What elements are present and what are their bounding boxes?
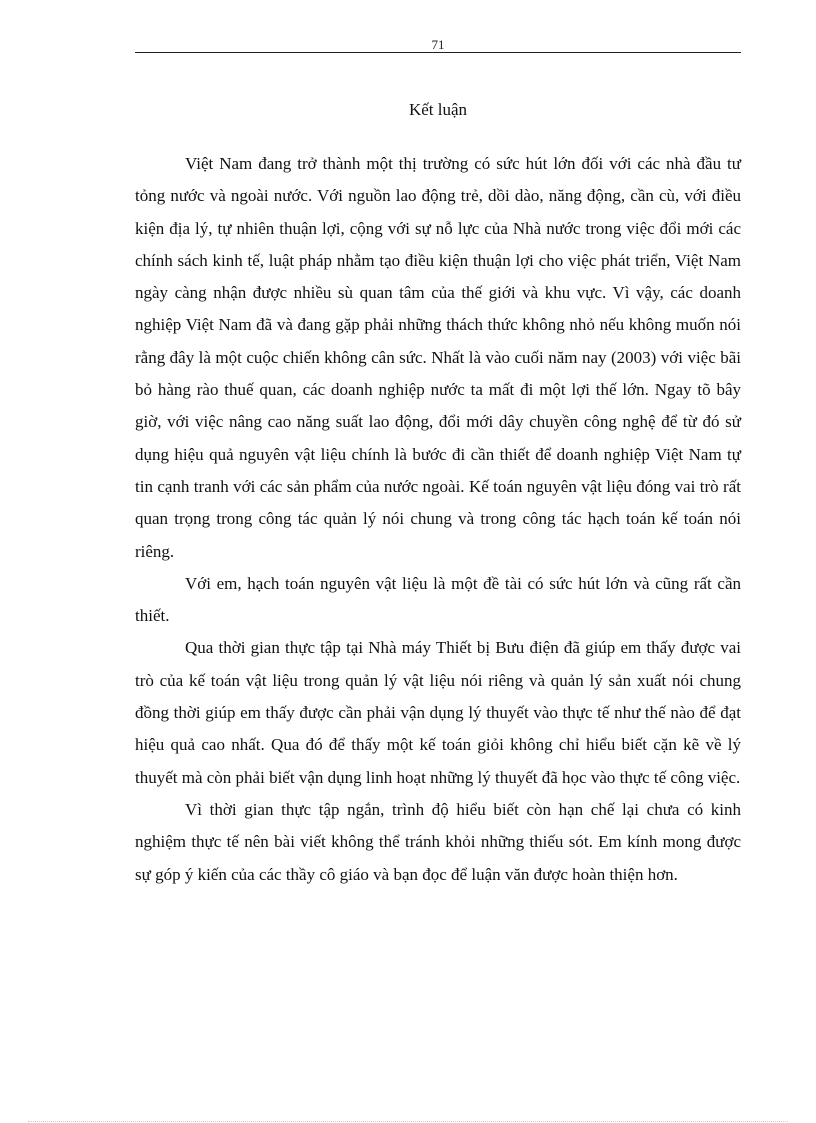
paragraph-3: Qua thời gian thực tập tại Nhà máy Thiết bị Bưu điện đã giúp em thấy được vai trò của kế toán vật liệu trong quản lý vật liệu nói riêng và quản lý sản xuất nói chung đồng thời giúp em thấy được cần phải vận dụng lý thuyết vào thực tế như thế nào để đạt hiệu quả cao nhất. Qua đó để thấy một kế toán giỏi không chỉ hiểu biết cặn kẽ về lý thuyết mà còn phải biết vận dụng linh hoạt những lý thuyết đã học vào thực tế công việc.: [135, 638, 741, 787]
page-number: 71: [431, 37, 445, 52]
body-text: [135, 148, 741, 891]
page-header: [135, 36, 741, 53]
paragraph-2: Với em, hạch toán nguyên vật liệu là một đề tài có sức hút lớn và cũng rất cần thiết.: [135, 573, 741, 626]
footer-divider: [28, 1121, 788, 1122]
paragraph-4: Vì thời gian thực tập ngắn, trình độ hiểu biết còn hạn chế lại chưa có kinh nghiệm thực tế nên bài viết không thể tránh khỏi những thiếu sót. Em kính mong được sự góp ý kiến của các thầy cô giáo và bạn đọc để luận văn được hoàn thiện hơn.: [135, 799, 741, 884]
paragraph-1: Việt Nam đang trở thành một thị trường có sức hút lớn đối với các nhà đầu tư tỏng nước và ngoài nước. Với nguồn lao động trẻ, dồi dào, năng động, cần cù, với điều kiện địa lý, tự nhiên thuận lợi, cộng với sự nỗ lực của Nhà nước trong việc đổi mới các chính sách kinh tế, luật pháp nhằm tạo điều kiện thuận lợi cho việc phát triển, Việt Nam ngày càng nhận được nhiều sù quan tâm của thế giới và khu vực. Vì vậy, các doanh nghiệp Việt Nam đã và đang gặp phải những thách thức không nhỏ nếu không muốn nói rằng đây là một cuộc chiến không cân sức. Nhất là vào cuối năm nay (2003) với việc bãi bỏ hàng rào thuế quan, các doanh nghiệp nước ta mất đi một lợi thế lớn. Ngay tõ bây giờ, với việc nâng cao năng suất lao động, đổi mới dây chuyền công nghệ để từ đó sử dụng hiệu quả nguyên vật liệu chính là bước đi cần thiết để doanh nghiệp Việt Nam tự tin cạnh tranh với các sản phẩm của nước ngoài. Kế toán nguyên vật liệu đóng vai trò rất quan trọng trong công tác quản lý nói chung và trong công tác hạch toán kế toán nói riêng.: [135, 154, 741, 561]
section-title: Kết luận: [408, 100, 468, 119]
